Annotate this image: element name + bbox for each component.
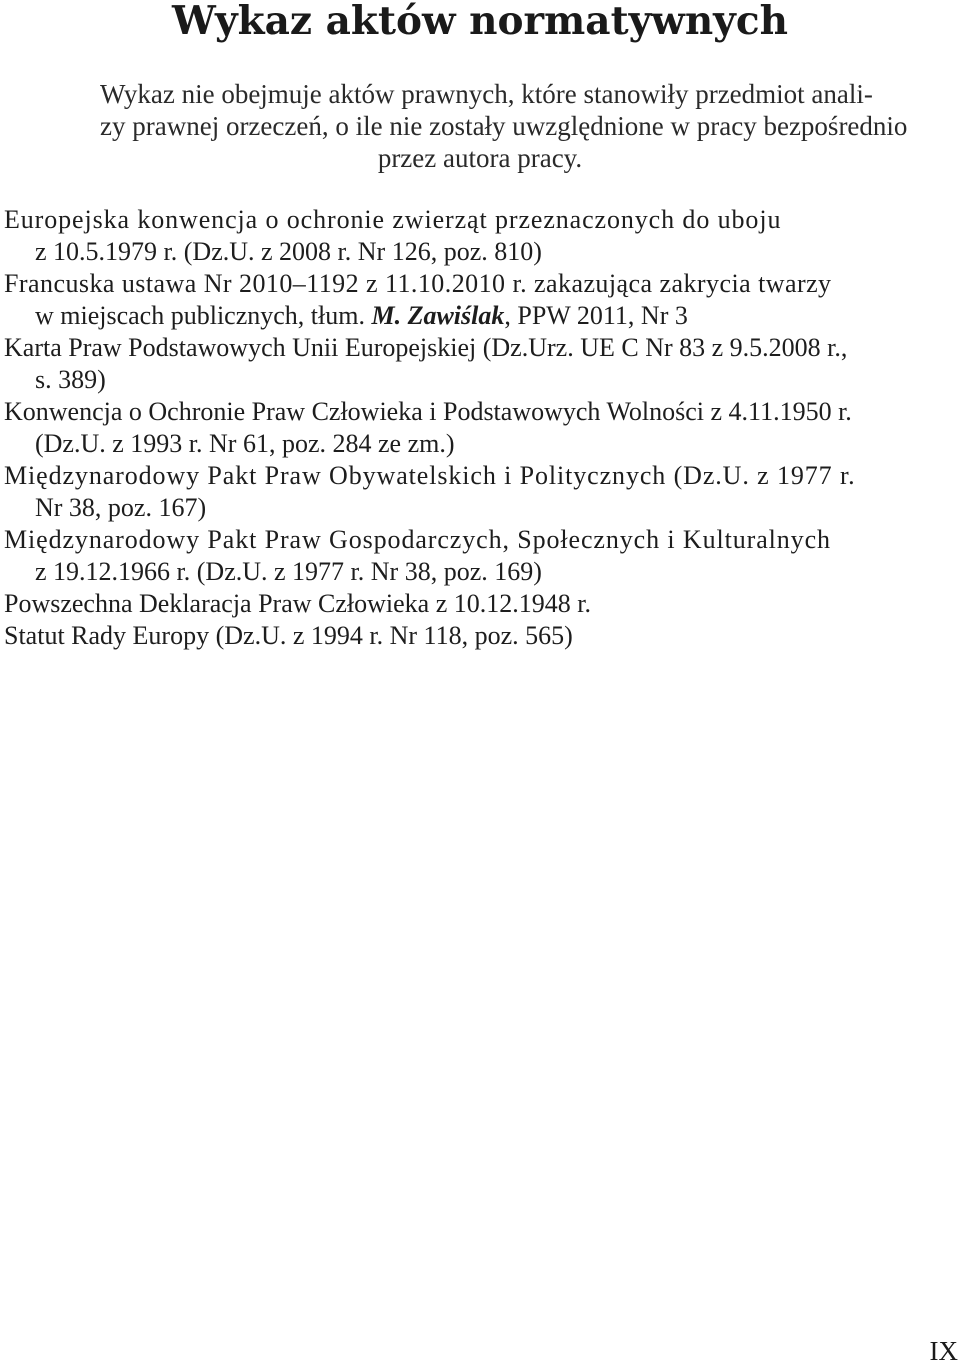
- entry-line: Statut Rady Europy (Dz.U. z 1994 r. Nr 118, poz. 565): [4, 621, 573, 650]
- entry-line: Międzynarodowy Pakt Praw Obywatelskich i Politycznych (Dz.U. z 1977 r.: [4, 461, 856, 490]
- normative-acts-list: [4, 204, 958, 652]
- entry-line: Powszechna Deklaracja Praw Człowieka z 10.12.1948 r.: [4, 589, 591, 618]
- page-title: Wykaz aktów normatywnych: [172, 0, 788, 44]
- entry-line: Francuska ustawa Nr 2010–1192 z 11.10.2010 r. zakazująca zakrycia twarzy: [4, 269, 832, 298]
- entry-line: (Dz.U. z 1993 r. Nr 61, poz. 284 ze zm.): [35, 429, 455, 458]
- list-item: [4, 268, 958, 332]
- entry-line: z 19.12.1966 r. (Dz.U. z 1977 r. Nr 38, poz. 169): [35, 557, 542, 586]
- list-item: [4, 204, 958, 268]
- list-item: [4, 620, 958, 652]
- page-number: IX: [929, 1336, 958, 1366]
- entry-line: Nr 38, poz. 167): [35, 493, 207, 522]
- entry-line: s. 389): [35, 365, 106, 394]
- list-item: [4, 460, 958, 524]
- intro-line: zy prawnej orzeczeń, o ile nie zostały uwzględnione w pracy bezpośrednio: [100, 111, 908, 141]
- list-item: [4, 524, 958, 588]
- entry-text: w miejscach publicznych, tłum.: [35, 301, 372, 330]
- entry-line: z 10.5.1979 r. (Dz.U. z 2008 r. Nr 126, poz. 810): [35, 237, 542, 266]
- intro-line: Wykaz nie obejmuje aktów prawnych, które stanowiły przedmiot anali-: [100, 79, 873, 109]
- intro-line: przez autora pracy.: [377, 143, 583, 173]
- list-item: [4, 588, 958, 620]
- intro-paragraph: [100, 78, 908, 174]
- entry-line: [4, 300, 958, 332]
- author-name: M. Zawiślak: [371, 301, 505, 330]
- entry-text: , PPW 2011, Nr 3: [504, 301, 688, 330]
- entry-line: Europejska konwencja o ochronie zwierząt przeznaczonych do uboju: [4, 205, 782, 234]
- list-item: [4, 396, 958, 460]
- list-item: [4, 332, 958, 396]
- entry-line: Karta Praw Podstawowych Unii Europejskiej (Dz.Urz. UE C Nr 83 z 9.5.2008 r.,: [4, 333, 848, 362]
- entry-line: Międzynarodowy Pakt Praw Gospodarczych, Społecznych i Kulturalnych: [4, 525, 831, 554]
- entry-line: Konwencja o Ochronie Praw Człowieka i Podstawowych Wolności z 4.11.1950 r.: [4, 397, 852, 426]
